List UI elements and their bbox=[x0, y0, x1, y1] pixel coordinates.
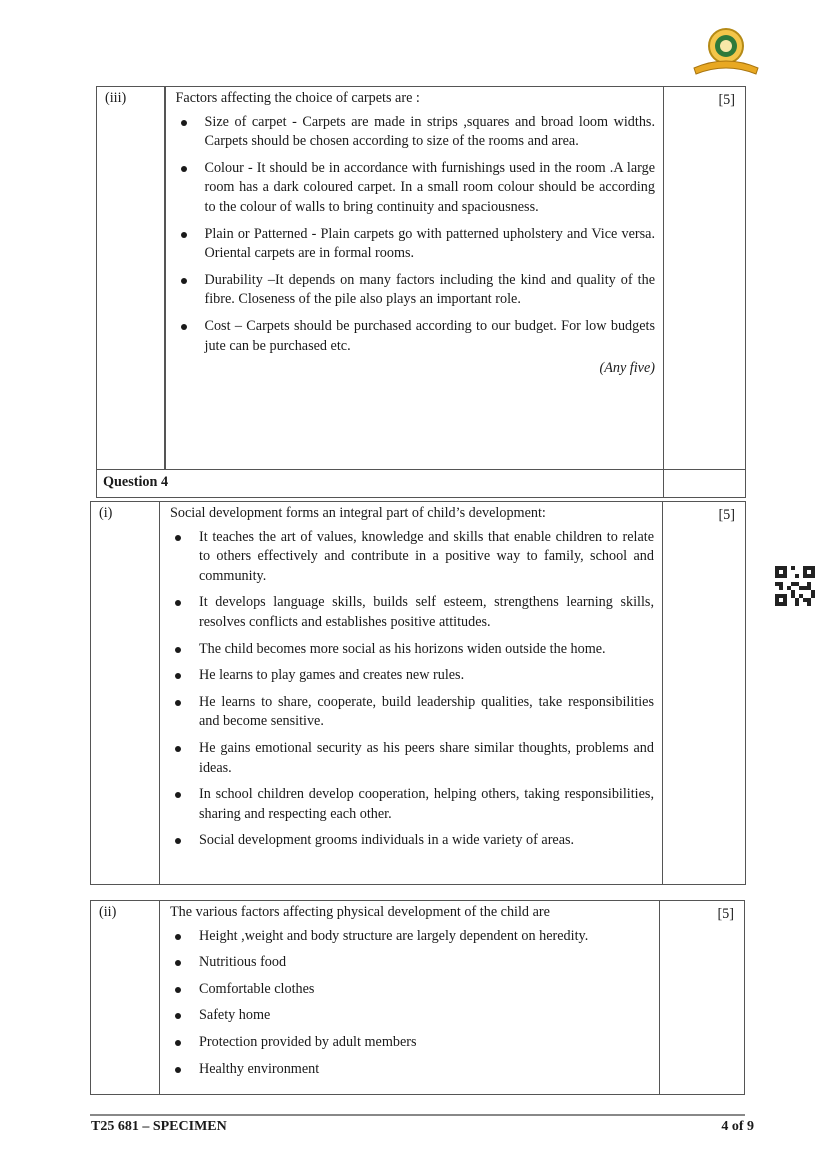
answer-point: It develops language skills, builds self esteem, strengthens learning skills, resolves conflicts and establishes positive attitudes. bbox=[170, 593, 654, 632]
answer-point: Colour - It should be in accordance with furnishings used in the room .A large room has a dark coloured carpet. In a small room colour should be according to the colour of walls to bring continuity and spaciousness. bbox=[176, 159, 656, 218]
answer-point: Social development grooms individuals in a wide variety of areas. bbox=[170, 831, 654, 851]
answer-intro: Social development forms an integral part of child’s development: bbox=[170, 505, 546, 521]
marks-cell: [5] bbox=[660, 901, 745, 1095]
answer-point: Durability –It depends on many factors including the kind and quality of the fibre. Closeness of the pile also plays an important role. bbox=[176, 271, 656, 310]
council-logo bbox=[690, 24, 762, 78]
answer-point: Healthy environment bbox=[170, 1060, 651, 1080]
answer-cell bbox=[160, 502, 663, 885]
answer-point: Protection provided by adult members bbox=[170, 1033, 651, 1053]
footer-divider bbox=[90, 1114, 745, 1116]
answer-point: Height ,weight and body structure are largely dependent on heredity. bbox=[170, 927, 651, 947]
any-five-note: (Any five) bbox=[599, 360, 655, 377]
question3-part-iii-table bbox=[96, 86, 746, 498]
qr-code bbox=[775, 566, 815, 606]
answer-point: In school children develop cooperation, helping others, taking responsibilities, sharing and respecting each other. bbox=[170, 785, 654, 824]
answer-points bbox=[176, 113, 656, 357]
paper-code: T25 681 – SPECIMEN bbox=[91, 1119, 227, 1134]
answer-cell bbox=[165, 87, 664, 470]
answer-point: Safety home bbox=[170, 1006, 651, 1026]
answer-point: The child becomes more social as his horizons widen outside the home. bbox=[170, 640, 654, 660]
page-number: 4 of 9 bbox=[721, 1119, 754, 1134]
part-number: (iii) bbox=[97, 87, 165, 470]
answer-point: Comfortable clothes bbox=[170, 980, 651, 1000]
part-number: (i) bbox=[91, 502, 160, 885]
answer-point: Plain or Patterned - Plain carpets go with patterned upholstery and Vice versa. Oriental carpets are in formal rooms. bbox=[176, 225, 656, 264]
part-number: (ii) bbox=[91, 901, 160, 1095]
question4-part-i-table bbox=[90, 501, 746, 885]
question4-part-ii-table bbox=[90, 900, 745, 1095]
answer-cell bbox=[160, 901, 660, 1095]
answer-point: It teaches the art of values, knowledge and skills that enable children to relate to others effectively and contribute in a positive way to family, school and community. bbox=[170, 528, 654, 587]
answer-point: He gains emotional security as his peers share similar thoughts, problems and ideas. bbox=[170, 739, 654, 778]
answer-points bbox=[170, 927, 651, 1080]
empty-cell bbox=[664, 470, 746, 498]
answer-intro: The various factors affecting physical development of the child are bbox=[170, 904, 550, 920]
answer-intro: Factors affecting the choice of carpets are : bbox=[175, 90, 420, 106]
marks-cell: [5] bbox=[664, 87, 746, 470]
answer-points bbox=[170, 528, 654, 851]
answer-point: He learns to play games and creates new rules. bbox=[170, 666, 654, 686]
answer-point: Nutritious food bbox=[170, 953, 651, 973]
answer-point: Cost – Carpets should be purchased according to our budget. For low budgets jute can be purchased etc. bbox=[176, 317, 656, 356]
answer-point: Size of carpet - Carpets are made in strips ,squares and broad loom widths. Carpets should be chosen according to size of the rooms and area. bbox=[176, 113, 656, 152]
question-heading: Question 4 bbox=[97, 470, 664, 498]
answer-point: He learns to share, cooperate, build leadership qualities, take responsibilities and become sensitive. bbox=[170, 693, 654, 732]
marks-cell: [5] bbox=[663, 502, 746, 885]
